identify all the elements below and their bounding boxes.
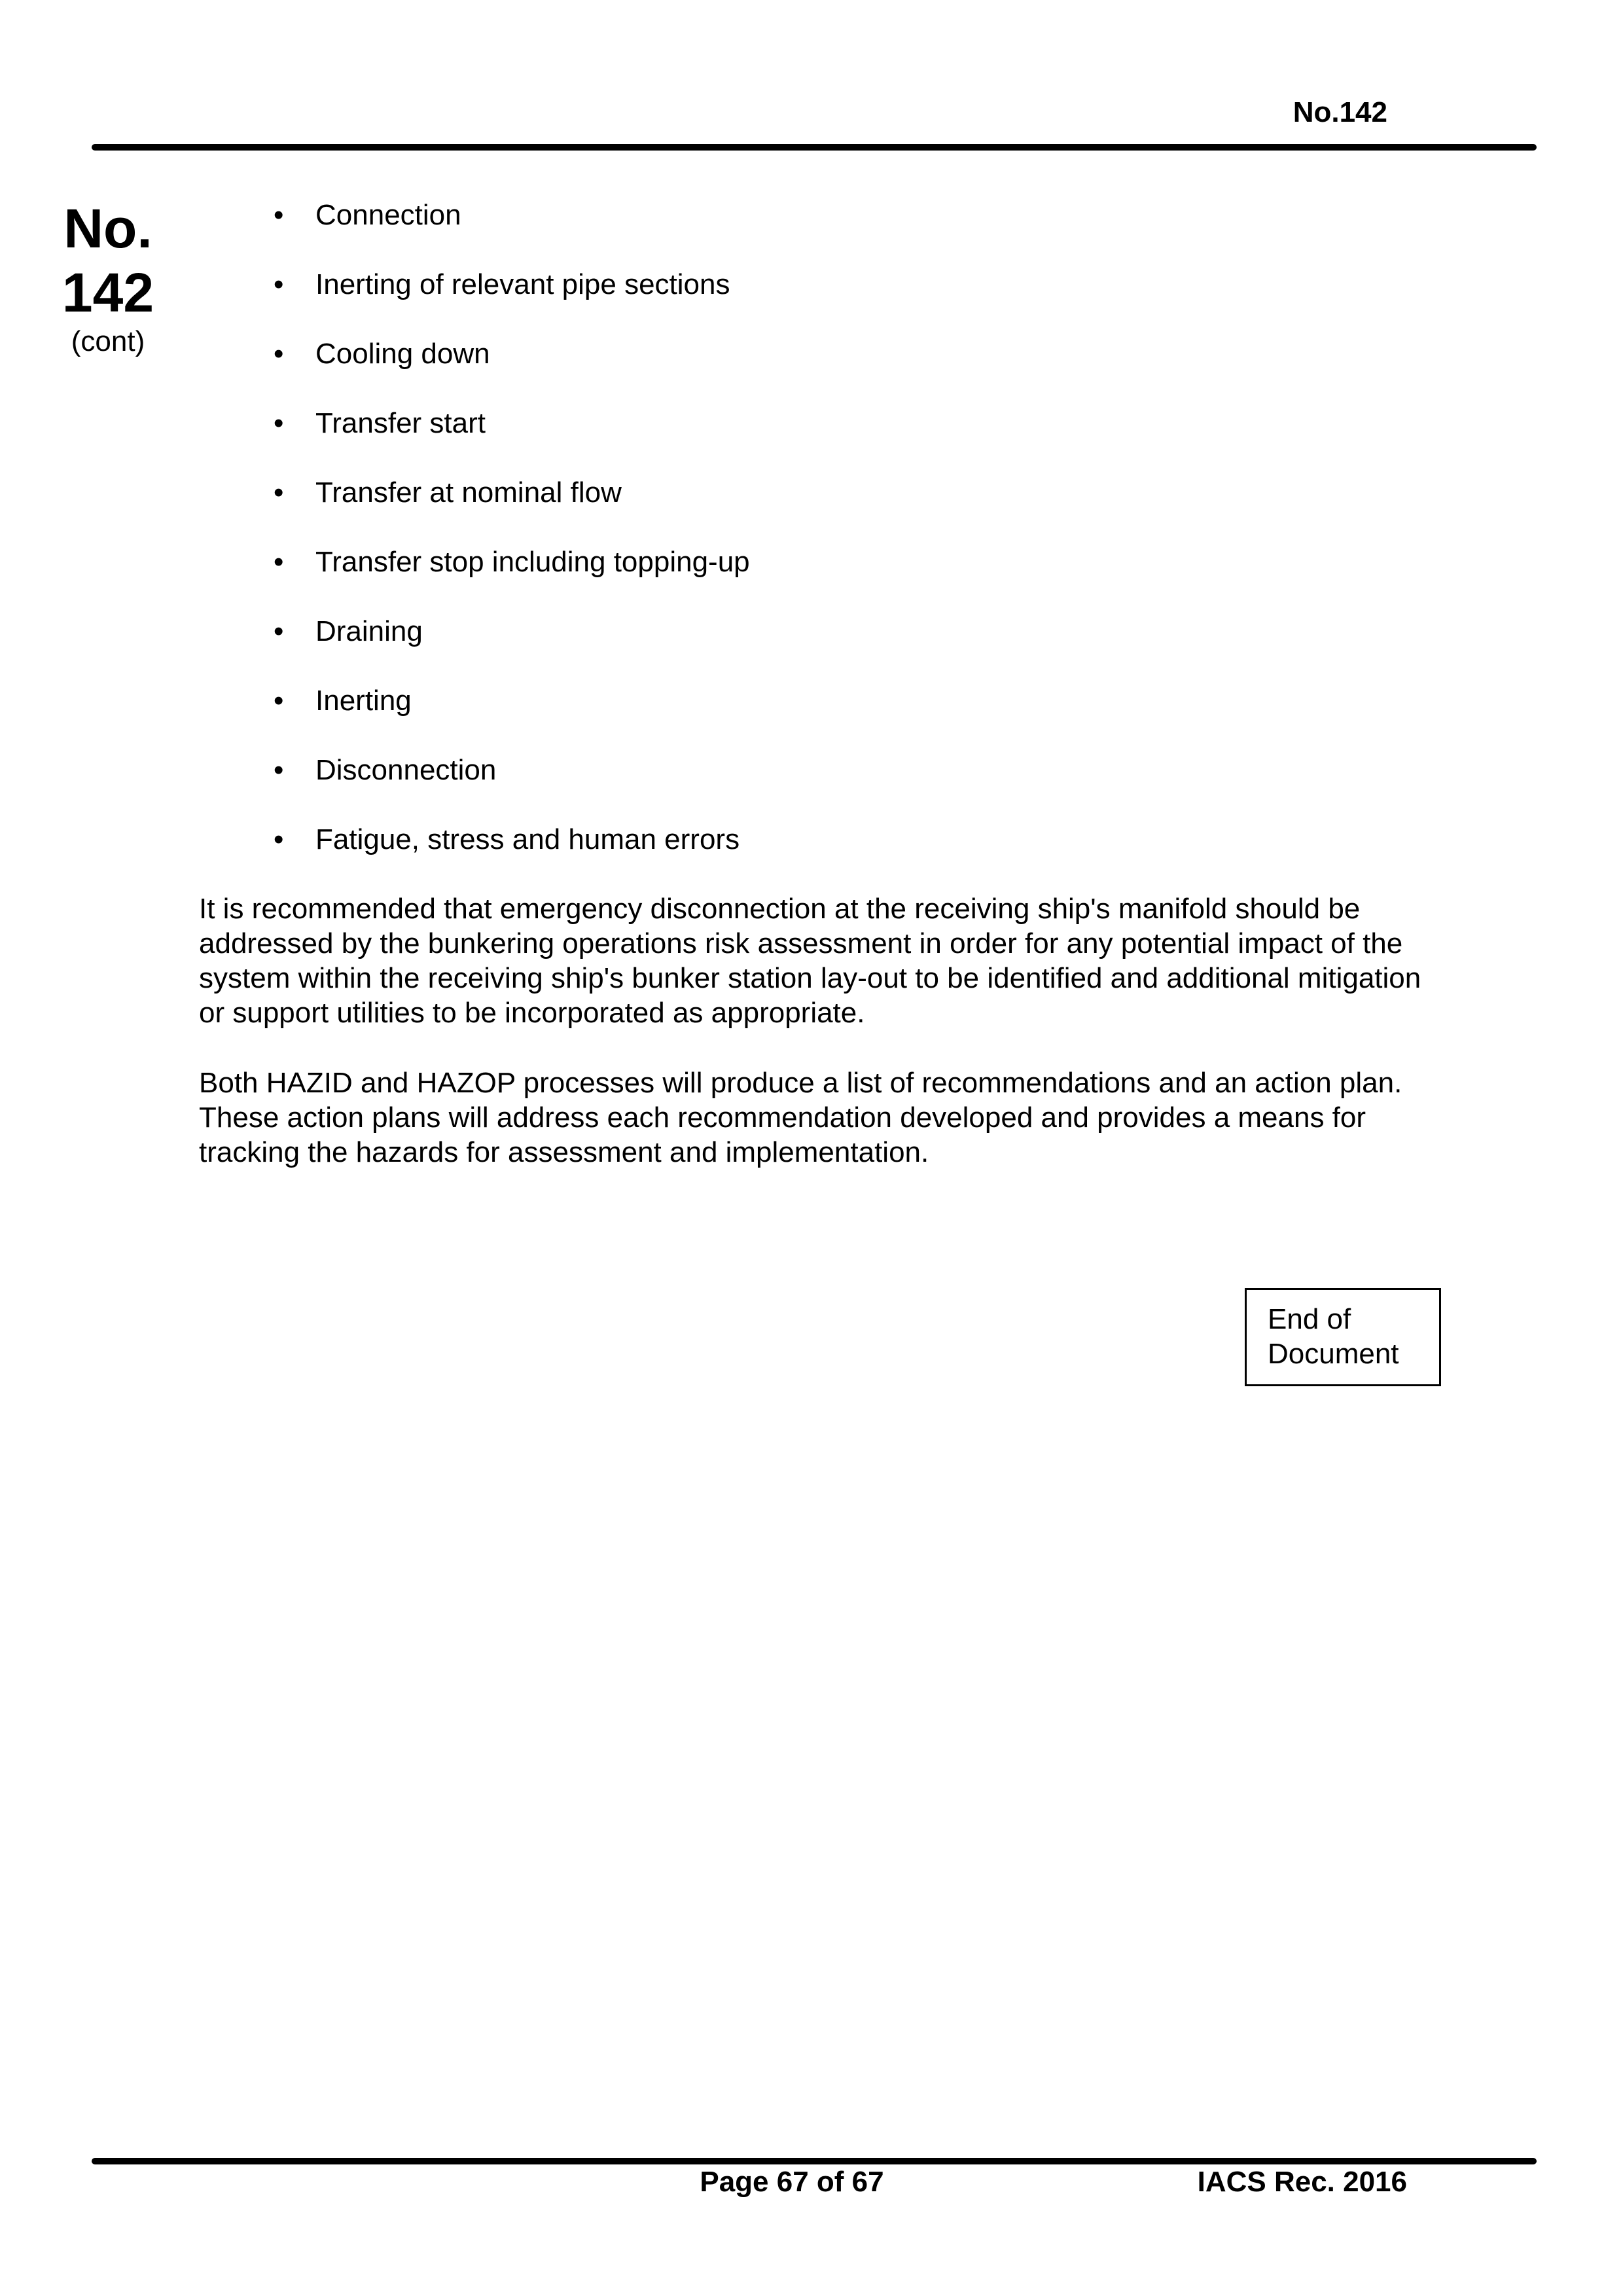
list-item-text: Transfer stop including topping-up	[315, 546, 750, 578]
bullet-icon: •	[274, 199, 284, 231]
end-of-document-box	[1245, 1288, 1441, 1386]
list-item	[268, 267, 750, 302]
paragraph-hazid-hazop: Both HAZID and HAZOP processes will produce a list of recommendations and an action plan. These action plans will address each recommendation developed and provides a means for tracking the hazards for assessment and implementation.	[199, 1067, 1402, 1168]
list-item	[268, 545, 750, 580]
end-box-line-2: Document	[1268, 1338, 1399, 1370]
side-no-label: No.	[63, 198, 152, 259]
bullet-list	[268, 198, 750, 891]
bullet-icon: •	[274, 823, 284, 855]
header-document-number: No.142	[1293, 96, 1387, 128]
list-item-text: Cooling down	[315, 338, 490, 370]
bullet-icon: •	[274, 615, 284, 647]
header-rule	[92, 144, 1537, 151]
list-item-text: Disconnection	[315, 754, 497, 786]
bullet-icon: •	[274, 546, 284, 578]
list-item	[268, 683, 750, 719]
bullet-icon: •	[274, 338, 284, 370]
list-item	[268, 822, 750, 857]
list-item	[268, 198, 750, 233]
side-cont-label: (cont)	[71, 325, 145, 357]
page-number: Page 67 of 67	[700, 2166, 884, 2198]
paragraph-emergency-disconnection: It is recommended that emergency disconnection at the receiving ship's manifold should be addressed by the bunkering operations risk assessment in order for any potential impact of the system within the receiving ship's bunker station lay-out to be identified and additional mitigation or support utilities to be incorporated as appropriate.	[199, 893, 1421, 1029]
list-item-text: Inerting	[315, 685, 412, 717]
bullet-icon: •	[274, 268, 284, 300]
list-item	[268, 406, 750, 441]
list-item-text: Fatigue, stress and human errors	[315, 823, 740, 855]
bullet-icon: •	[274, 754, 284, 786]
list-item	[268, 475, 750, 511]
list-item	[268, 336, 750, 372]
list-item-text: Inerting of relevant pipe sections	[315, 268, 730, 300]
list-item-text: Connection	[315, 199, 461, 231]
side-number: 142	[62, 262, 154, 323]
bullet-icon: •	[274, 685, 284, 717]
list-item	[268, 753, 750, 788]
side-reference-label	[39, 196, 177, 359]
bullet-icon: •	[274, 407, 284, 439]
list-item-text: Draining	[315, 615, 423, 647]
bullet-icon: •	[274, 476, 284, 509]
end-box-line-1: End of	[1268, 1303, 1351, 1335]
footer-recommendation-ref: IACS Rec. 2016	[1197, 2166, 1407, 2198]
list-item-text: Transfer start	[315, 407, 486, 439]
list-item	[268, 614, 750, 649]
list-item-text: Transfer at nominal flow	[315, 476, 622, 509]
footer-rule	[92, 2158, 1537, 2164]
